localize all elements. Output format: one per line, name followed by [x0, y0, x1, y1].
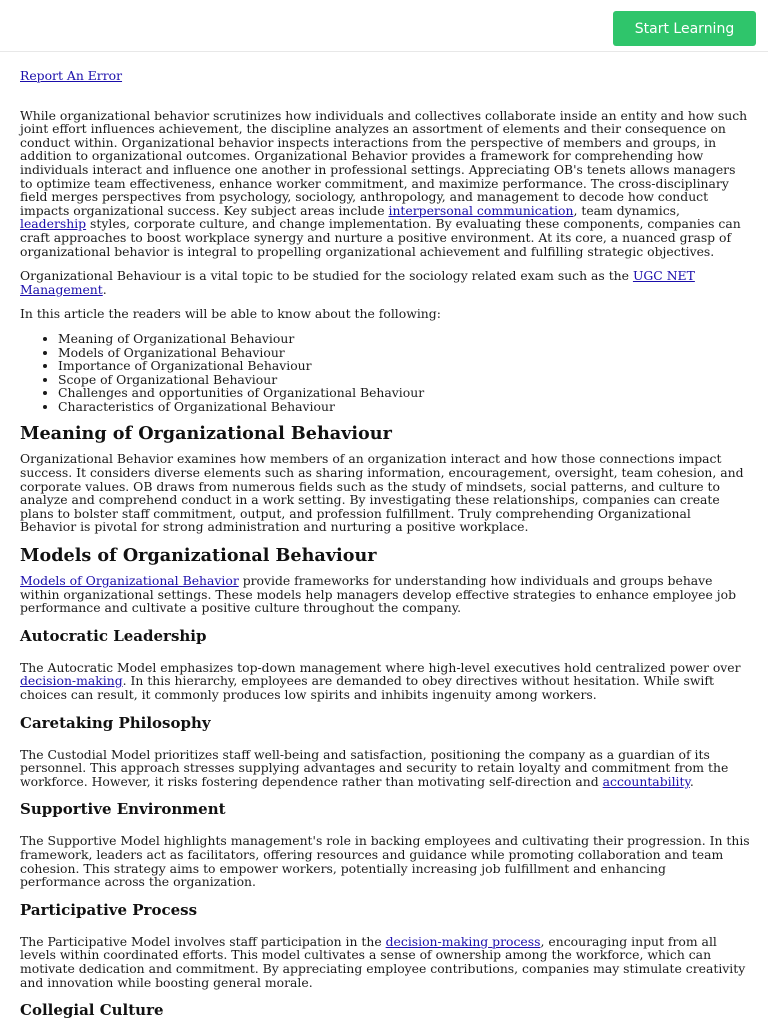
meaning-paragraph: Organizational Behavior examines how members of an organization interact and how those connections impact success. It considers diverse elements such as sharing information, encouragement, oversight, team cohesion, and corporate values. OB draws from numerous fields such as the study of mindsets, social patterns, and culture to analyze and comprehend conduct in a work setting. By investigating these relationships, companies can create plans to bolster staff commitment, output, and profession fulfillment. Truly comprehending Organizational Behavior is pivotal for strong administration and nurturing a positive workplace.: [20, 451, 744, 535]
caretaking-heading: Caretaking Philosophy: [20, 713, 211, 732]
decision-making-link[interactable]: decision-making: [20, 673, 123, 689]
toc-item: • Scope of Organizational Behaviour: [58, 373, 750, 387]
participative-paragraph: The Participative Model involves staff participation in the decision-making process, encouraging input from all levels within coordinated efforts. This model cultivates a sense of ownership among the workforce, which can motivate dedication and commitment. By appreciating employee contributions, companies may stimulate creativity and innovation while boosting general morale.: [20, 933, 746, 990]
supportive-heading: Supportive Environment: [20, 800, 226, 819]
leadership-link[interactable]: leadership: [20, 216, 87, 232]
vital-topic-paragraph: Organizational Behaviour is a vital topic to be studied for the sociology related exam such as the UGC NET Management.: [20, 268, 695, 297]
models-link[interactable]: Models of Organizational Behavior: [20, 573, 239, 589]
supportive-paragraph: The Supportive Model highlights management's role in backing employees and cultivating their progression. In this framework, leaders act as facilitators, offering resources and guidance while promoting collaboration and team cohesion. This strategy aims to empower workers, potentially increasing job fulfillment and enhancing performance across the organization.: [20, 833, 750, 890]
participative-heading: Participative Process: [20, 900, 198, 919]
toc-item: • Models of Organizational Behaviour: [58, 346, 750, 360]
toc-item: • Challenges and opportunities of Organizational Behaviour: [58, 386, 750, 400]
intro-paragraph: While organizational behavior scrutinizes how individuals and collectives collaborate inside an entity and how such joint effort influences achievement, the discipline analyzes an assortment of elements and their consequence on conduct within. Organizational behavior inspects interactions from the perspective of members and groups, in addition to organizational outcomes. Organizational Behavior provides a framework for comprehending how individuals interact and influence one another in professional settings. Appreciating OB's tenets allows managers to optimize team effectiveness, enhance worker commitment, and maximize performance. The cross-disciplinary field merges perspectives from psychology, sociology, anthropology, and management to decode how conduct impacts organizational success. Key subject areas include interpersonal communication, team dynamics, leadership styles, corporate culture, and change implementation. By evaluating these components, companies can craft approaches to boost workplace synergy and nurture a positive environment. At its core, a nuanced grasp of organizational behavior is integral to propelling organizational achievement and fulfilling strategic objectives.: [20, 107, 748, 259]
report-error-link[interactable]: Report An Error: [20, 68, 123, 83]
ugc-net-management-link[interactable]: UGC NET Management: [20, 268, 695, 297]
models-paragraph: Models of Organizational Behavior provide frameworks for understanding how individuals and groups behave within organizational settings. These models help managers develop effective strategies to enhance employee job performance and cultivate a positive culture throughout the company.: [20, 573, 736, 616]
autocratic-paragraph: The Autocratic Model emphasizes top-down management where high-level executives hold centralized power over decision-making. In this hierarchy, employees are demanded to obey directives without hesitation. While swift choices can result, it commonly produces low spirits and inhibits ingenuity among workers.: [20, 659, 741, 702]
collegial-heading: Collegial Culture: [20, 1001, 164, 1020]
interpersonal-communication-link[interactable]: interpersonal communication: [388, 202, 574, 218]
models-heading: Models of Organizational Behaviour: [20, 545, 377, 567]
meaning-heading: Meaning of Organizational Behaviour: [20, 423, 392, 445]
toc-list: [20, 332, 750, 414]
toc-item: • Meaning of Organizational Behaviour: [58, 332, 750, 346]
decision-making-process-link[interactable]: decision-making process: [385, 933, 541, 949]
accountability-link[interactable]: accountability: [602, 773, 690, 789]
article-content: [20, 69, 750, 1035]
toc-item: • Characteristics of Organizational Behaviour: [58, 400, 750, 414]
autocratic-heading: Autocratic Leadership: [20, 626, 207, 645]
top-bar: [0, 0, 768, 52]
caretaking-paragraph: The Custodial Model prioritizes staff well-being and satisfaction, positioning the company as a guardian of its personnel. This approach stresses supplying advantages and security to retain loyalty and commitment from the workforce. However, it risks fostering dependence rather than motivating self-direction and accountability.: [20, 746, 729, 789]
toc-intro: In this article the readers will be able to know about the following:: [20, 306, 441, 322]
start-learning-button[interactable]: Start Learning: [613, 11, 756, 46]
toc-item: • Importance of Organizational Behaviour: [58, 359, 750, 373]
